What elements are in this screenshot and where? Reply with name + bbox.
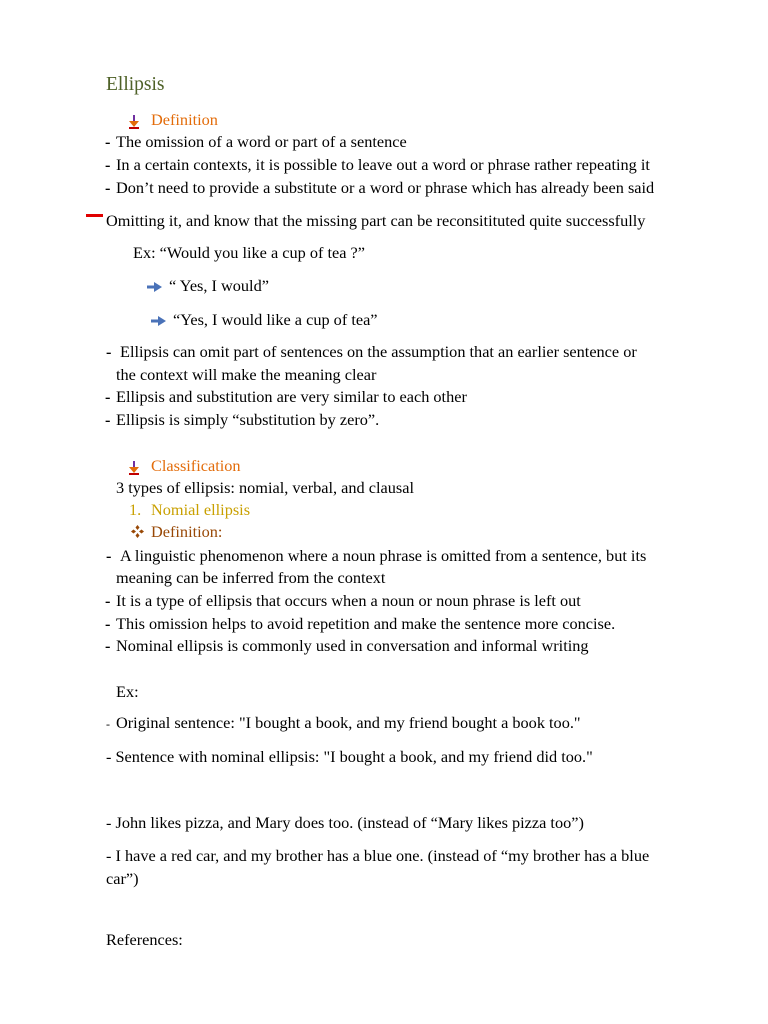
references-label: References:: [106, 930, 183, 949]
car-example: - I have a red car, and my brother has a blue one. (instead of “my brother has a blue: [106, 846, 650, 865]
nominal-number: 1.: [129, 500, 142, 519]
nominal-definition-heading: Definition:: [151, 522, 223, 541]
definition-heading: Definition: [151, 110, 218, 129]
list-item: - Ellipsis is simply “substitution by zero”.: [105, 410, 380, 429]
list-item-continuation: the context will make the meaning clear: [116, 365, 377, 384]
example-prompt: Ex: “Would you like a cup of tea ?”: [133, 243, 365, 262]
list-item: - Ellipsis can omit part of sentences on the assumption that an earlier sentence or: [106, 342, 637, 361]
nominal-heading: Nomial ellipsis: [151, 500, 251, 519]
list-item: - In a certain contexts, it is possible to leave out a word or phrase rather repeating it: [105, 155, 650, 174]
list-item: - The omission of a word or part of a sentence: [105, 132, 407, 151]
list-item-continuation: meaning can be inferred from the context: [116, 568, 386, 587]
car-example-continuation: car”): [106, 869, 139, 888]
right-arrow-icon: [151, 316, 166, 326]
red-dash-marker: [86, 214, 103, 217]
original-sentence: - Original sentence: "I bought a book, and my friend bought a book too.": [106, 713, 581, 732]
diamond-bullet-icon: [131, 525, 144, 543]
nominal-sentence: - Sentence with nominal ellipsis: "I bought a book, and my friend did too.": [106, 747, 593, 766]
right-arrow-icon: [147, 282, 162, 292]
omitting-line: Omitting it, and know that the missing part can be reconsitituted quite successfully: [106, 211, 646, 230]
list-item: - Nominal ellipsis is commonly used in conversation and informal writing: [105, 636, 589, 655]
ex-label: Ex:: [116, 682, 139, 701]
page-title: Ellipsis: [106, 74, 165, 95]
list-item: - It is a type of ellipsis that occurs when a noun or noun phrase is left out: [105, 591, 581, 610]
types-line: 3 types of ellipsis: nomial, verbal, and clausal: [116, 478, 414, 497]
example-answer: “ Yes, I would”: [169, 276, 269, 295]
list-item: - Don’t need to provide a substitute or a word or phrase which has already been said: [105, 178, 655, 197]
example-answer: “Yes, I would like a cup of tea”: [173, 310, 378, 329]
john-example: - John likes pizza, and Mary does too. (instead of “Mary likes pizza too”): [106, 813, 584, 832]
list-item: - Ellipsis and substitution are very similar to each other: [105, 387, 467, 406]
list-item: - This omission helps to avoid repetition and make the sentence more concise.: [105, 614, 616, 633]
list-item: - A linguistic phenomenon where a noun phrase is omitted from a sentence, but its: [106, 546, 647, 565]
classification-heading: Classification: [151, 456, 241, 475]
